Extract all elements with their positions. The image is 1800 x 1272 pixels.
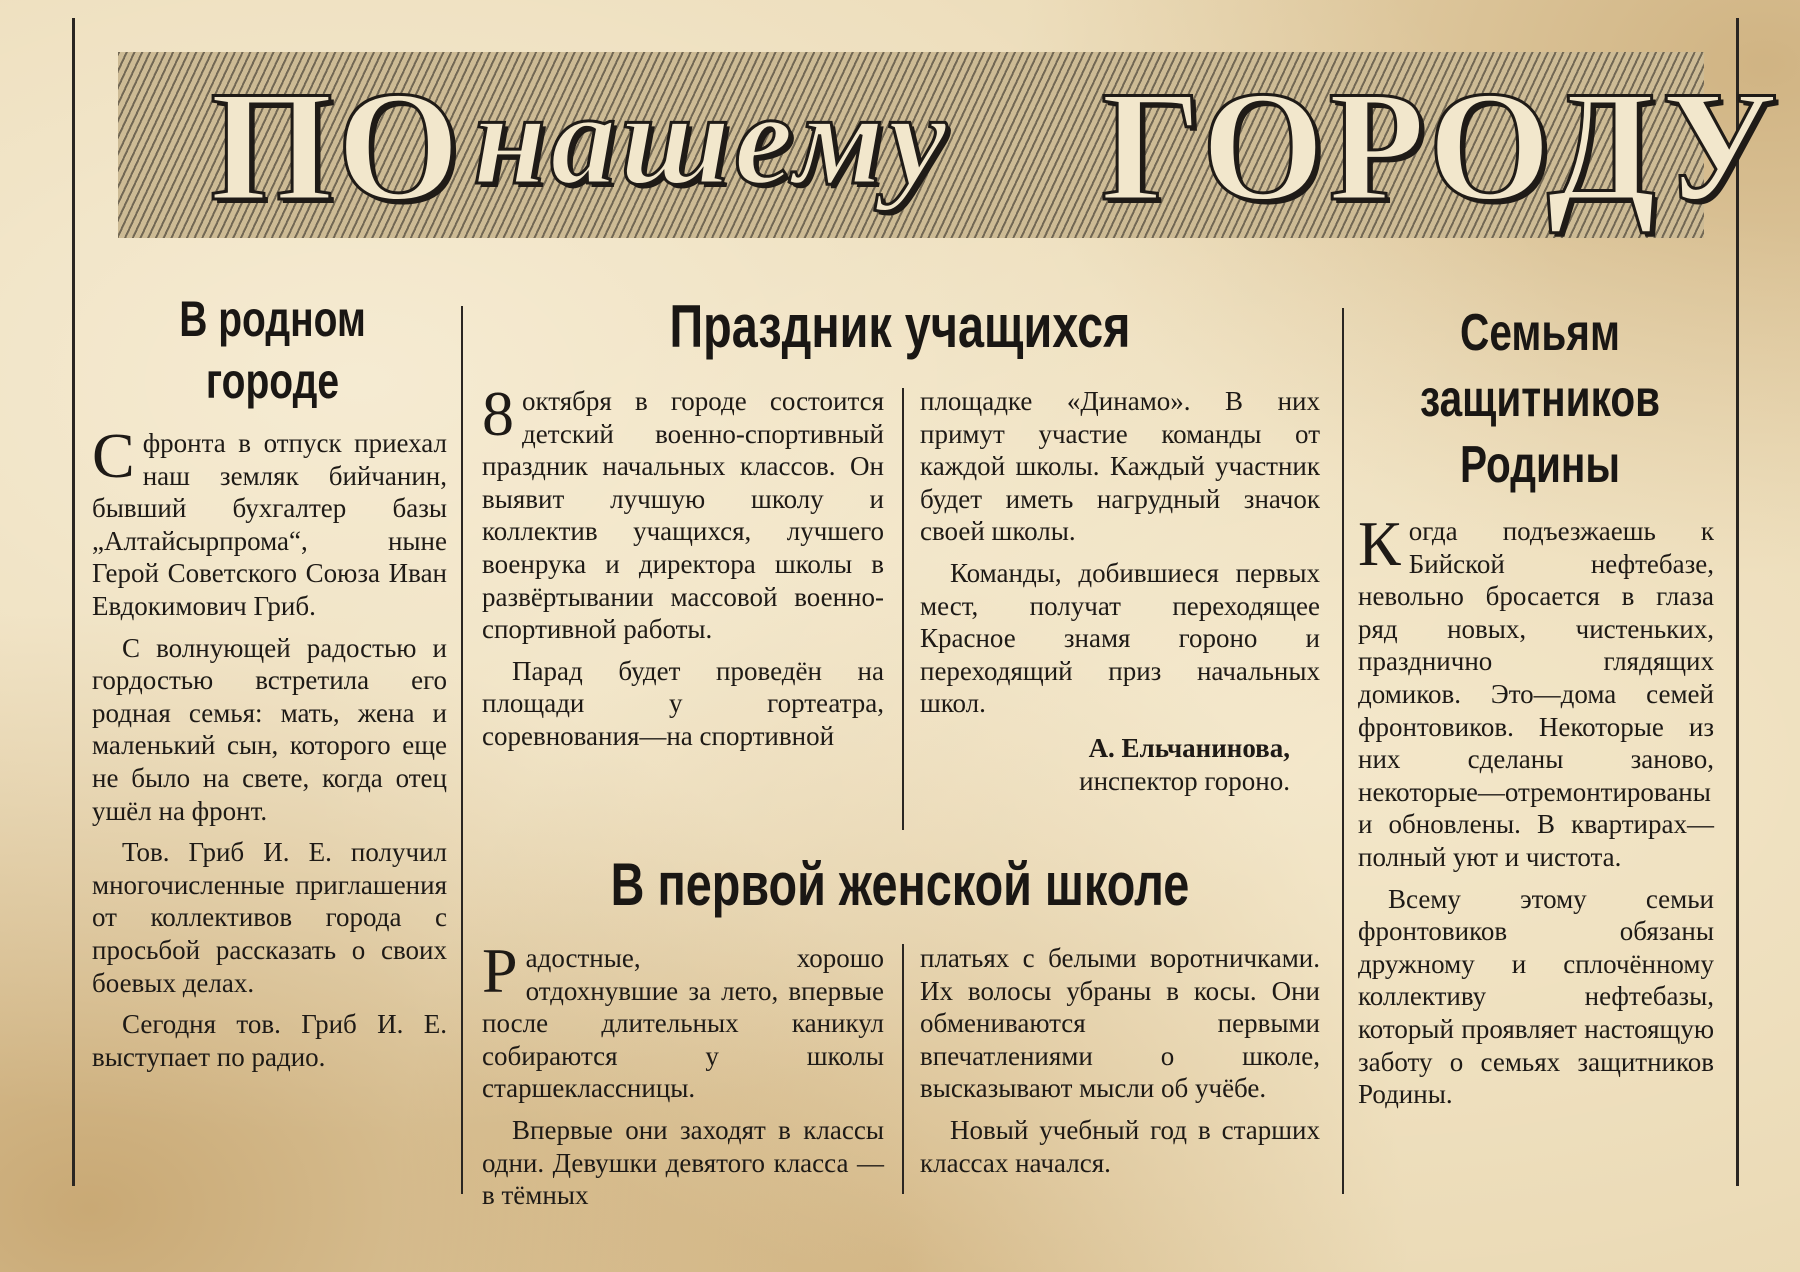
center-bottom-paragraph-2: Впервые они заходят в классы одни. Девушки девятого класса — в тёмных [482, 1114, 884, 1211]
right-paragraph-1 [1358, 508, 1714, 874]
center-top-p1-text: октября в городе состоится детский военно-спортивный праздник начальных классов. Он выявит лучшую школу и коллектив учащихся, лучшего военрука и директора школы в развёртывании массовой военно-спортивной работы. [482, 386, 884, 645]
center-top-col-2 [920, 385, 1320, 797]
left-paragraph-2: С волнующей радостью и гордостью встретила его родная семья: мать, жена и маленький сын, которого еще не было на свете, когда отец ушёл на фронт. [92, 632, 447, 826]
column-divider-center-top [902, 388, 904, 830]
column-divider-center-bottom [902, 944, 904, 1194]
center-top-paragraph-1 [482, 378, 884, 646]
left-title-line-2: городе [205, 353, 340, 409]
masthead-word-po: ПО [210, 59, 464, 234]
center-bottom-dropcap: Р [482, 935, 518, 1006]
center-top-article-title: Праздник учащихся [669, 293, 1131, 360]
left-title-line-1: В родном [179, 291, 366, 347]
center-bottom-paragraph-1 [482, 935, 884, 1105]
masthead-word-nashemu: нашему [473, 65, 951, 212]
center-top-paragraph-4: Команды, добившиеся первых мест, получат переходящее Красное знамя гороно и переходящий приз начальных школ. [920, 557, 1320, 719]
center-bottom-article-title: В первой женской школе [610, 851, 1190, 918]
right-article-body [1358, 508, 1714, 1120]
masthead-banner [118, 52, 1782, 238]
left-p1-text: фронта в отпуск приехал наш земляк бийчанин, бывший бухгалтер базы „Алтайсырпрома“, ныне Герой Советского Союза Иван Евдокимович Гриб. [92, 428, 447, 621]
right-article-title [1392, 300, 1688, 498]
right-title-line-3: Родины [1459, 436, 1621, 494]
left-paragraph-4: Сегодня тов. Гриб И. Е. выступает по радио. [92, 1009, 447, 1072]
left-article-body [92, 420, 447, 1082]
center-bottom-p1-text: адостные, хорошо отдохнувшие за лето, впервые после длительных каникул собираются у школы старшеклассницы. [482, 943, 884, 1104]
left-article-title [138, 288, 407, 412]
center-top-col-1 [482, 378, 884, 762]
center-bottom-paragraph-4: Новый учебный год в старших классах начался. [920, 1114, 1320, 1178]
center-bottom-col-1 [482, 935, 884, 1221]
masthead-word-gorodu: ГОРОДУ [1101, 59, 1782, 234]
left-paragraph-1 [92, 420, 447, 623]
column-divider-right [1342, 308, 1344, 1194]
right-paragraph-2: Всему этому семьи фронтовиков обязаны дружному и сплочённому коллективу нефтебазы, который проявляет настоящую заботу о семьях защитников Родины. [1358, 883, 1714, 1110]
right-dropcap: К [1358, 508, 1401, 579]
center-top-signature [920, 732, 1320, 797]
signature-role: инспектор гороно. [1079, 765, 1290, 796]
right-title-line-1: Семьям [1460, 304, 1620, 362]
center-bottom-paragraph-3: платьях с белыми воротничками. Их волосы убраны в косы. Они обмениваются первыми впечатлениями о школе, высказывают мысли об учёбе. [920, 943, 1320, 1104]
left-dropcap: С [92, 420, 135, 491]
center-top-paragraph-2: Парад будет проведён на площади у гортеатра, соревнования—на спортивной [482, 655, 884, 751]
column-divider-left [461, 306, 463, 1194]
center-bottom-col-2 [920, 942, 1320, 1188]
left-border-rule [72, 18, 75, 1186]
center-top-dropcap: 8 [482, 378, 514, 449]
center-top-paragraph-3: площадке «Динамо». В них примут участие команды от каждой школы. Каждый участник будет иметь нагрудный значок своей школы. [920, 386, 1320, 547]
right-p1-text: огда подъезжаешь к Бийской нефтебазе, невольно бросается в глаза ряд новых, чистеньких, празднично глядящих домиков. Это—дома семей фронтовиков. Некоторые из них сделаны заново, некоторые—отремонтированы и обновлены. В квартирах—полный уют и чистота. [1358, 516, 1714, 872]
left-paragraph-3: Тов. Гриб И. Е. получил многочисленные приглашения от коллективов города с просьбой рассказать о своих боевых делах. [92, 837, 447, 998]
right-title-line-2: защитников [1419, 370, 1661, 428]
signature-name: А. Ельчанинова, [1088, 732, 1290, 763]
